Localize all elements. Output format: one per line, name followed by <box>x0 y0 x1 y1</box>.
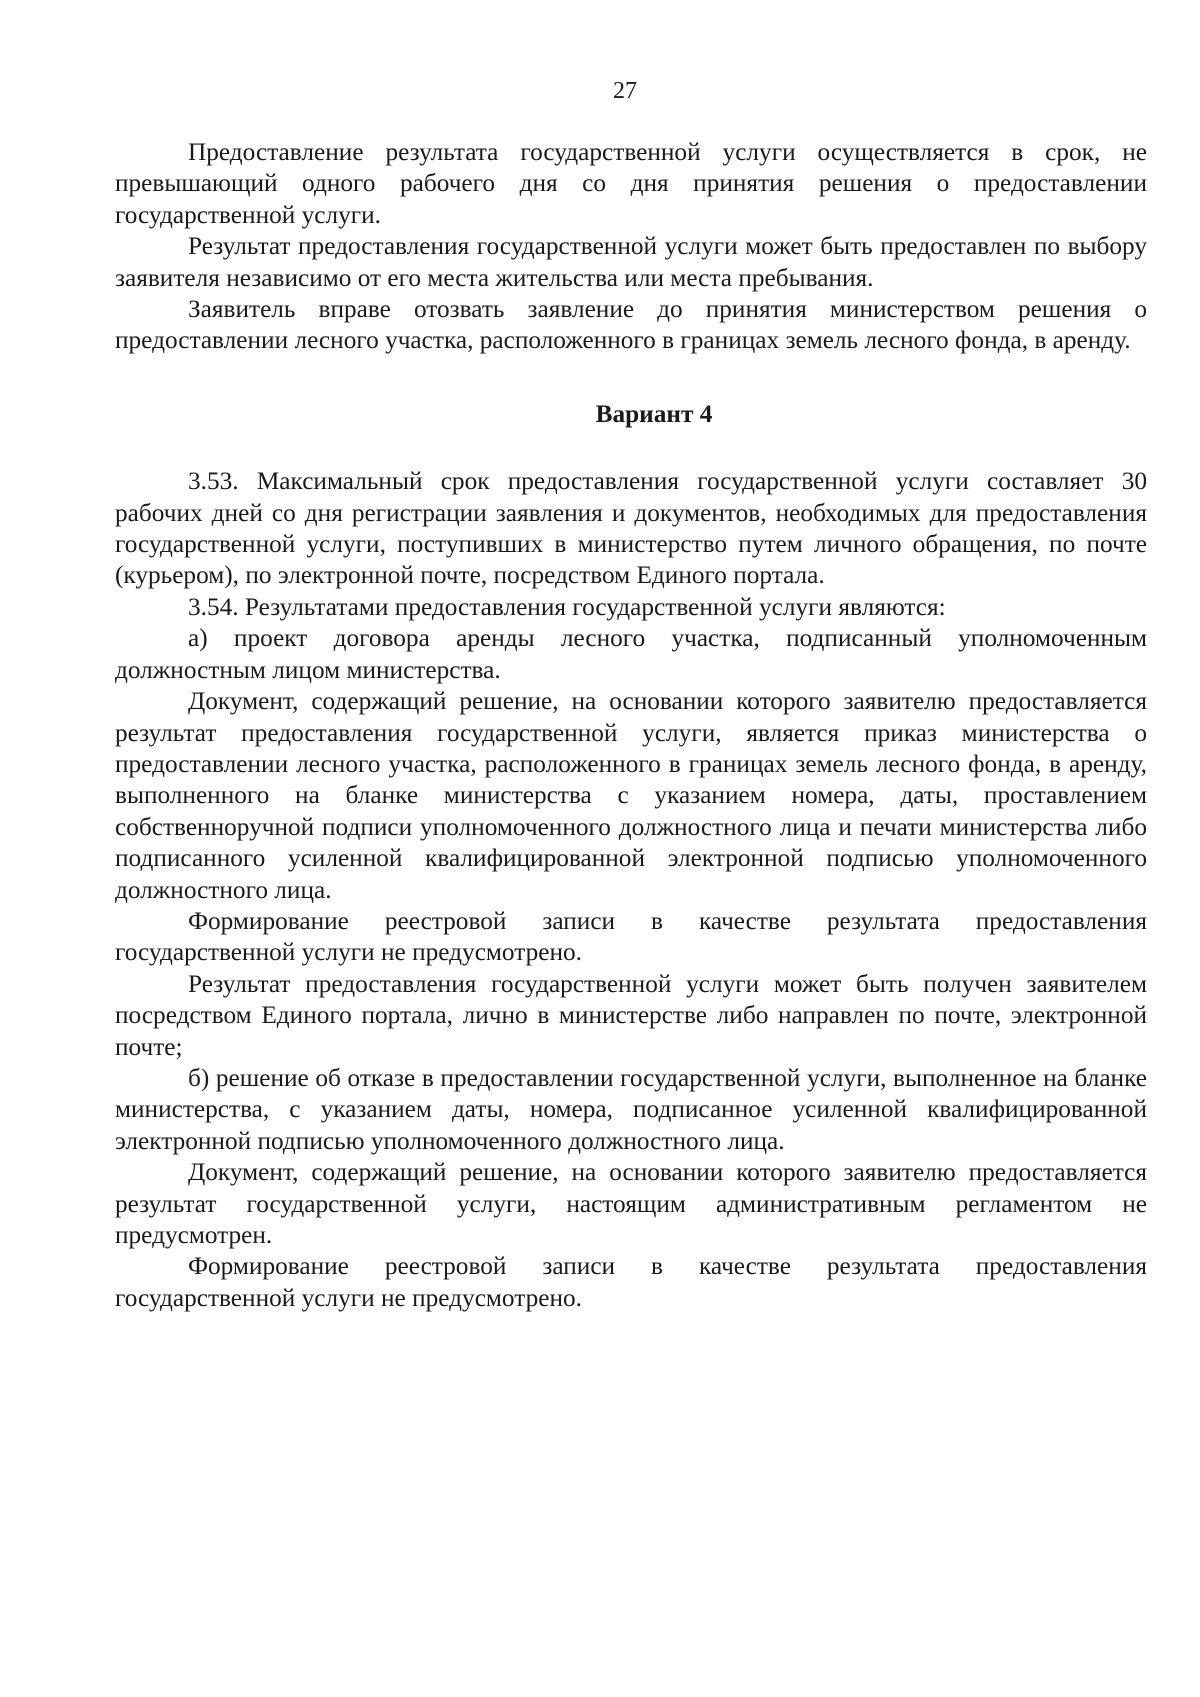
paragraph-result-deadline: Предоставление результата государственной услуги осуществляется в срок, не превышающий одного рабочего дня со дня принятия решения о предоставлении государственной услуги. <box>115 138 1147 229</box>
paragraph-result-location: Результат предоставления государственной услуги может быть предоставлен по выбору заявителя независимо от его места жительства или места пребывания. <box>115 232 1147 292</box>
paragraph-decision-document-2: Документ, содержащий решение, на основании которого заявителю предоставляется результат государственной услуги, настоящим административным регламентом не предусмотрен. <box>115 1158 1147 1249</box>
paragraph-decision-document: Документ, содержащий решение, на основании которого заявителю предоставляется результат предоставления государственной услуги, является приказ министерства о предоставлении лесного участка, расположенного в границах земель лесного фонда, в аренду, выполненного на бланке министерства с указанием номера, даты, проставлением собственноручной подписи уполномоченного должностного лица и печати министерства либо подписанного усиленной квалифицированной электронной подписью уполномоченного должностного лица. <box>115 687 1147 904</box>
paragraph-item-b: б) решение об отказе в предоставлении государственной услуги, выполненное на бланке министерства, с указанием даты, номера, подписанное усиленной квалифицированной электронной подписью уполномоченного должностного лица. <box>115 1063 1147 1155</box>
page-number: 27 <box>613 78 637 104</box>
paragraph-3-54: 3.54. Результатами предоставления государственной услуги являются: <box>188 592 946 621</box>
paragraph-3-53: 3.53. Максимальный срок предоставления государственной услуги составляет 30 рабочих дней со дня регистрации заявления и документов, необходимых для предоставления государственной услуги, поступивших в министерство путем личного обращения, по почте (курьером), по электронной почте, посредством Единого портала. <box>115 467 1147 590</box>
paragraph-result-delivery: Результат предоставления государственной услуги может быть получен заявителем посредством Единого портала, лично в министерстве либо направлен по почте, электронной почте; <box>115 969 1147 1061</box>
paragraph-item-a: а) проект договора аренды лесного участка, подписанный уполномоченным должностным лицом министерства. <box>115 624 1147 684</box>
document-body <box>115 137 1147 1314</box>
paragraph-registry-record-2: Формирование реестровой записи в качестве результата предоставления государственной услуги не предусмотрено. <box>115 1252 1147 1312</box>
paragraph-registry-record-1: Формирование реестровой записи в качестве результата предоставления государственной услуги не предусмотрено. <box>115 906 1147 967</box>
paragraph-withdraw-application: Заявитель вправе отозвать заявление до принятия министерством решения о предоставлении лесного участка, расположенного в границах земель лесного фонда, в аренду. <box>115 295 1147 355</box>
section-heading-variant-4: Вариант 4 <box>595 399 713 428</box>
